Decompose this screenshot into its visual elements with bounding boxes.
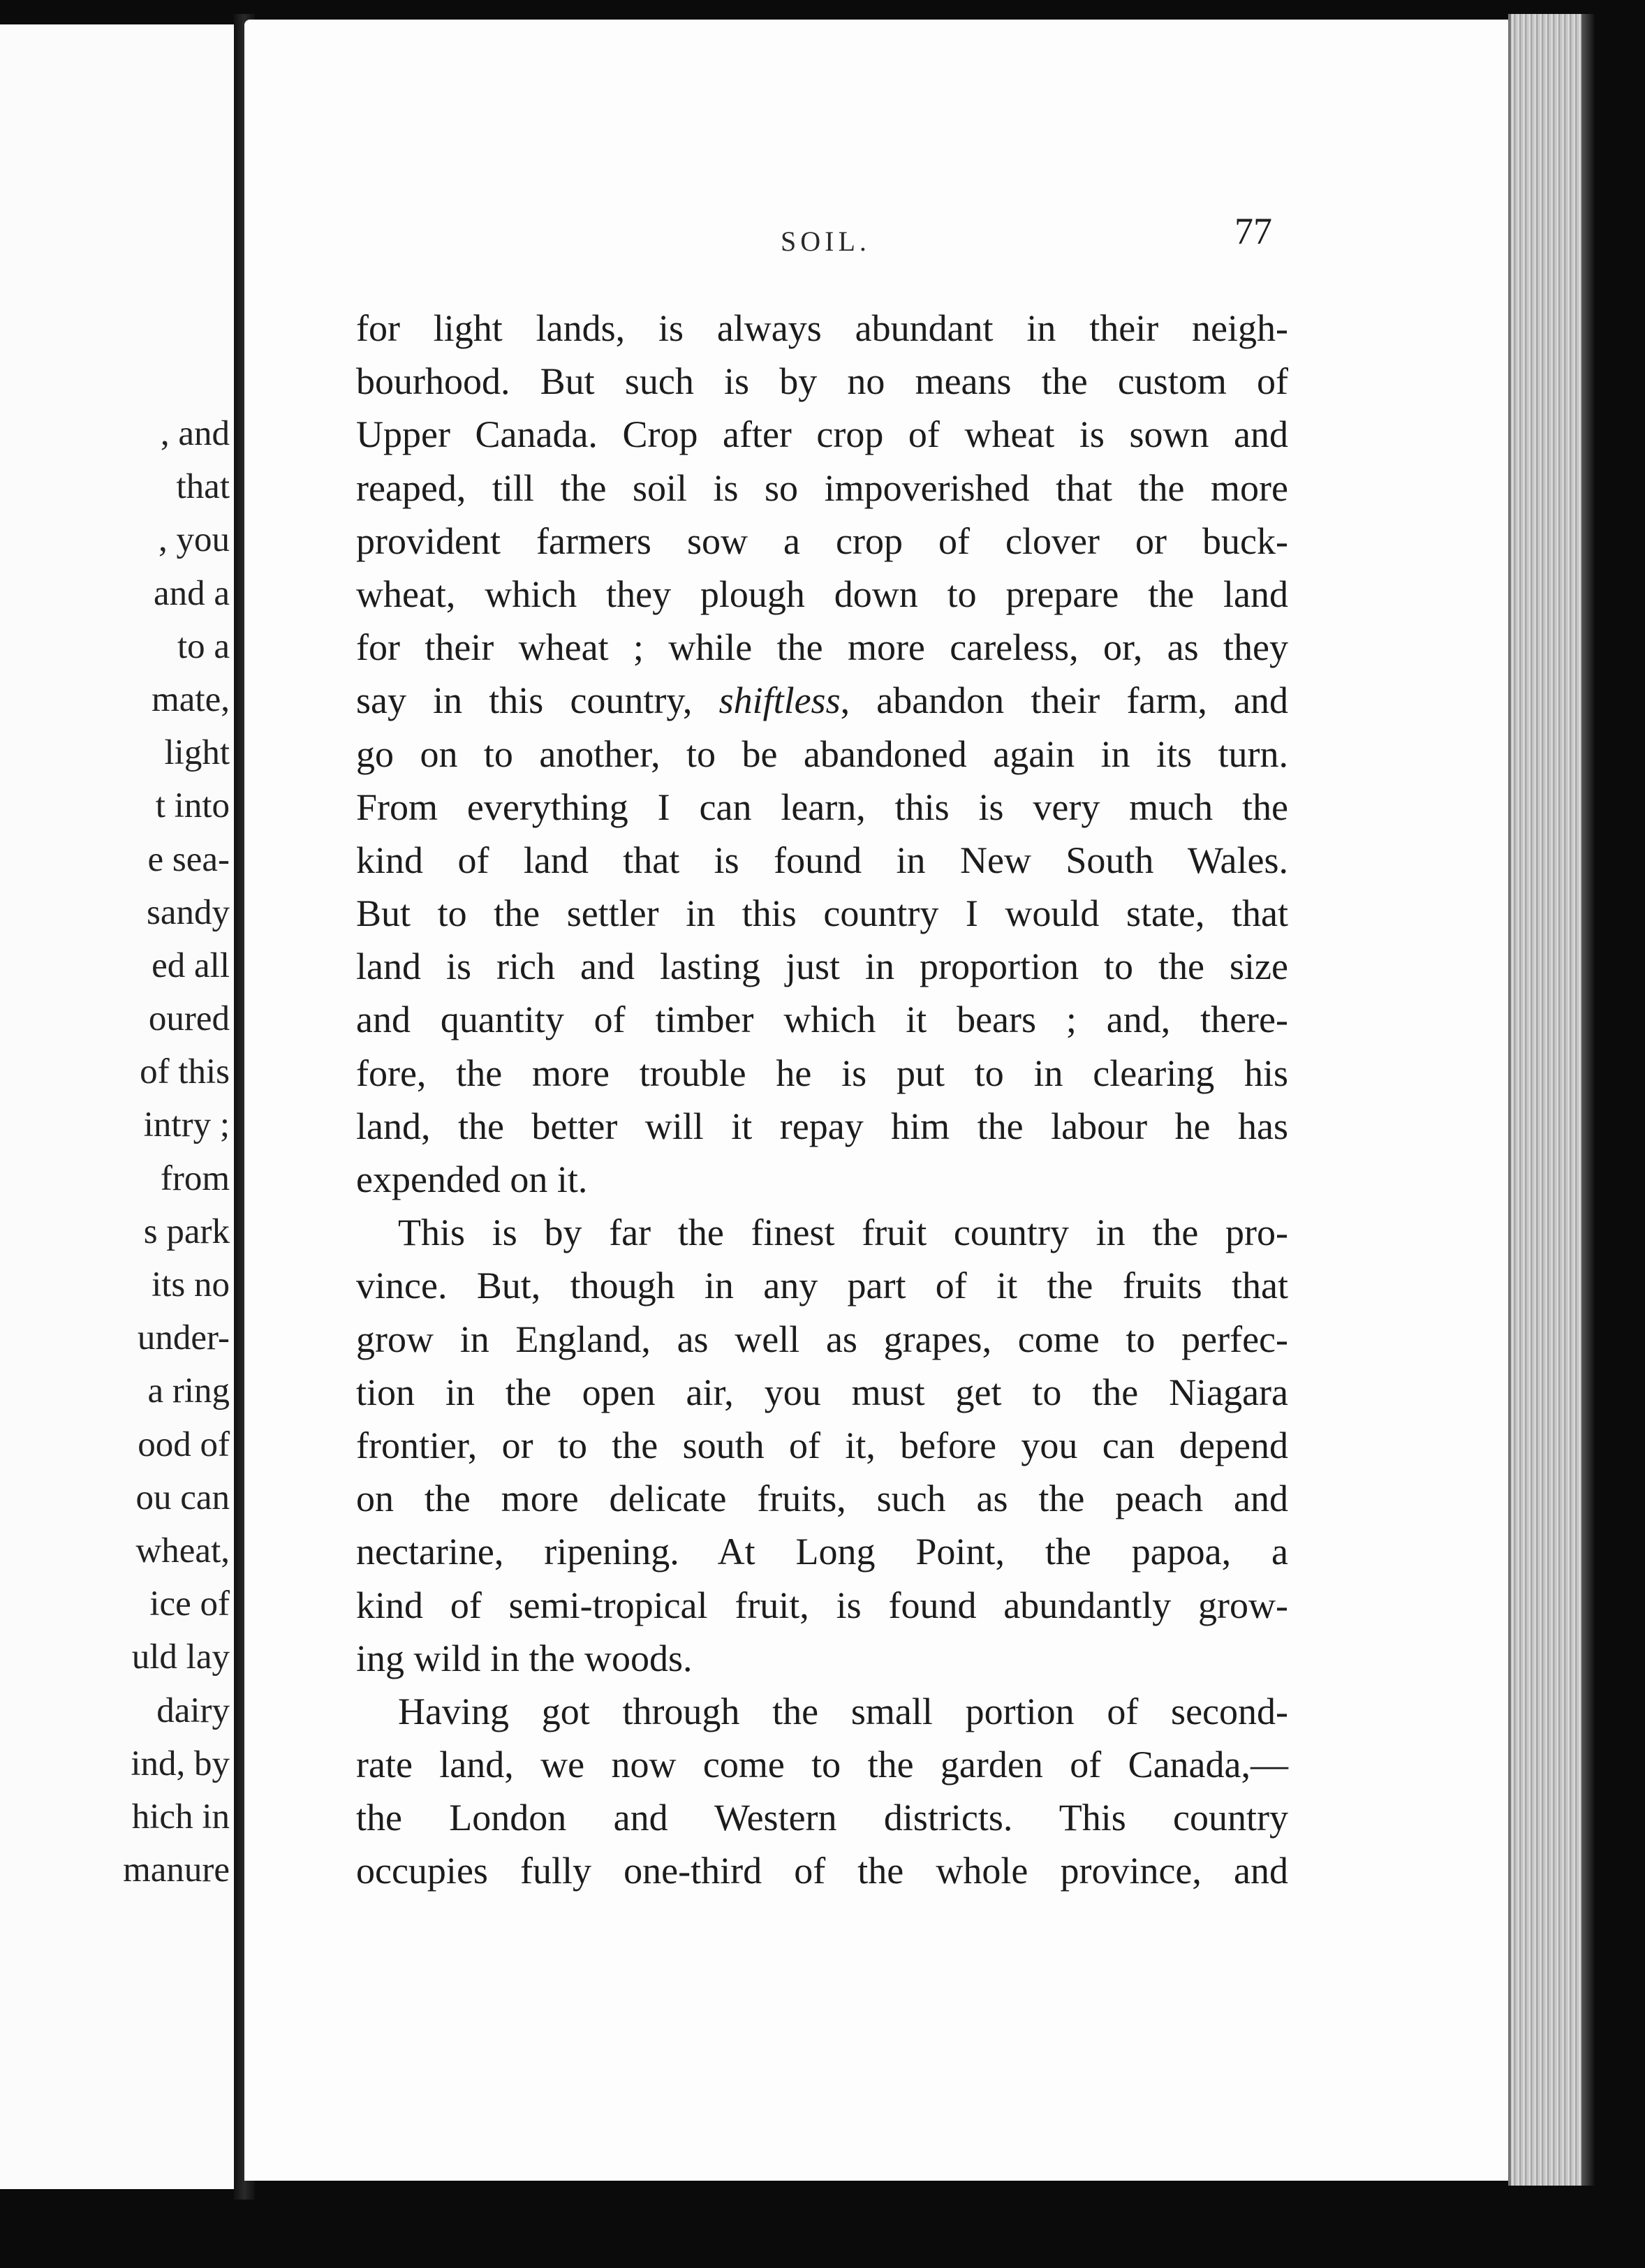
text-line: go on to another, to be abandoned again in its turn. (356, 732, 1288, 775)
text-line: This is by far the finest fruit country in the pro- (398, 1212, 1288, 1254)
left-line: oured (148, 999, 230, 1039)
text-line: wheat, which they plough down to prepare the land (356, 573, 1288, 615)
text-line: nectarine, ripening. At Long Point, the papoa, a (356, 1531, 1288, 1573)
text-line: occupies fully one-third of the whole province, and (356, 1850, 1288, 1892)
left-line: to a (177, 626, 230, 666)
left-line: ou can (135, 1478, 230, 1517)
text-line: ing wild in the woods. (356, 1637, 693, 1679)
left-line: hich in (131, 1797, 230, 1836)
text-line: fore, the more trouble he is put to in clearing his (356, 1052, 1288, 1094)
left-line: s park (143, 1212, 230, 1251)
page-edge-shadow (1581, 14, 1595, 2186)
text-line: land is rich and lasting just in proportion to the size (356, 945, 1288, 988)
left-line: , and (160, 414, 230, 453)
left-line: a ring (147, 1371, 230, 1411)
left-line: , you (158, 520, 230, 560)
left-line: sandy (147, 892, 230, 932)
page-number: 77 (1234, 210, 1272, 252)
text-line (356, 674, 1288, 727)
left-line: wheat, (135, 1531, 230, 1570)
text-segment: , abandon their farm, and (840, 679, 1288, 722)
page-edges (1508, 14, 1584, 2186)
text-line: frontier, or to the south of it, before you can depend (356, 1424, 1288, 1466)
text-line: provident farmers sow a crop of clover or buck- (356, 520, 1288, 562)
left-line: ood of (138, 1424, 230, 1464)
text-line: But to the settler in this country I would state, that (356, 892, 1288, 935)
left-line: e sea- (147, 839, 230, 879)
left-page-text (123, 407, 230, 1897)
left-line: mate, (152, 679, 230, 719)
left-page (0, 24, 244, 2189)
left-line: and a (153, 573, 230, 613)
left-line: under- (137, 1318, 230, 1358)
text-line: tion in the open air, you must get to the Niagara (356, 1371, 1288, 1413)
text-line: and quantity of timber which it bears ; and, there- (356, 999, 1288, 1041)
text-line: for light lands, is always abundant in their neigh- (356, 307, 1288, 349)
text-line: for their wheat ; while the more careless, or, as they (356, 626, 1288, 669)
left-line: its no (152, 1265, 230, 1304)
running-head: SOIL. (781, 226, 871, 257)
text-line: grow in England, as well as grapes, come to perfec- (356, 1318, 1288, 1360)
text-line: expended on it. (356, 1158, 588, 1200)
text-line: bourhood. But such is by no means the custom of (356, 360, 1288, 403)
left-line: manure (123, 1850, 230, 1890)
text-line: kind of land that is found in New South Wales. (356, 839, 1288, 881)
body-text (356, 302, 1288, 1898)
text-line: From everything I can learn, this is very much the (356, 786, 1288, 828)
left-line: uld lay (131, 1637, 230, 1677)
left-line: ind, by (131, 1744, 230, 1783)
left-line: ed all (152, 945, 230, 985)
text-segment: say in this country, (356, 679, 719, 722)
text-line: kind of semi-tropical fruit, is found abundantly grow- (356, 1584, 1288, 1626)
left-line: light (164, 733, 230, 773)
text-line: Having got through the small portion of second- (398, 1690, 1288, 1732)
text-line: Upper Canada. Crop after crop of wheat is sown and (356, 413, 1288, 456)
text-line: rate land, we now come to the garden of Canada,— (356, 1744, 1288, 1786)
text-line: the London and Western districts. This country (356, 1797, 1288, 1839)
left-line: from (160, 1158, 230, 1198)
left-line: t into (155, 786, 230, 826)
left-line: ice of (149, 1584, 230, 1624)
text-line: on the more delicate fruits, such as the peach and (356, 1478, 1288, 1520)
text-line: vince. But, though in any part of it the fruits that (356, 1265, 1288, 1307)
italic-word: shiftless (718, 679, 841, 722)
left-line: intry ; (143, 1105, 230, 1145)
left-line: that (176, 467, 230, 507)
text-line: reaped, till the soil is so impoverished that the more (356, 466, 1288, 509)
left-line: of this (140, 1052, 230, 1092)
left-line: dairy (156, 1691, 230, 1730)
text-line: land, the better will it repay him the labour he has (356, 1105, 1288, 1147)
